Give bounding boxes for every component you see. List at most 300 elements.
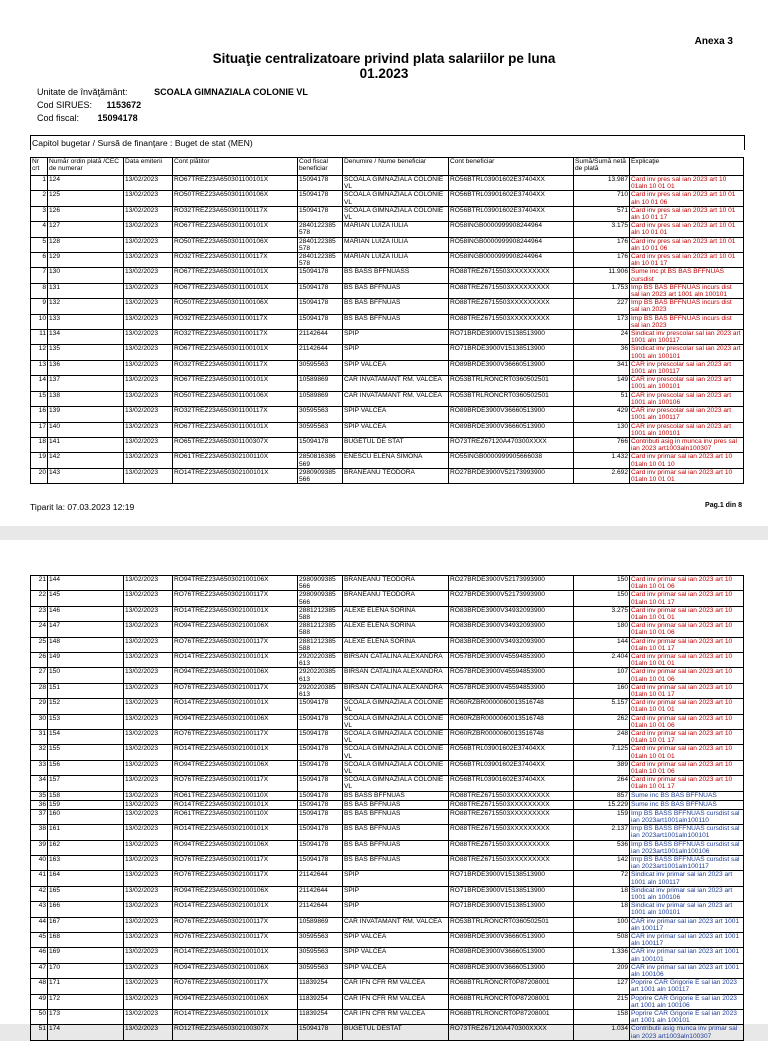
- issue-date: 13/02/2023: [124, 268, 173, 283]
- beneficiary-account: RO89BRDE3900V36660513900: [449, 932, 574, 947]
- issue-date: 13/02/2023: [124, 391, 173, 406]
- beneficiary-name: SPIP: [343, 871, 449, 886]
- beneficiary-account: RO89BRDE3900V36660513900: [449, 948, 574, 963]
- issue-date: 13/02/2023: [124, 699, 173, 714]
- order-number: 124: [48, 176, 124, 191]
- beneficiary-account: RO53BTRLRONCRT0360502501: [449, 917, 574, 932]
- payer-account: RO14TREZ23A650302100101X: [173, 1009, 298, 1024]
- beneficiary-account: RO88TREZ6715503XXXXXXXXX: [449, 268, 574, 283]
- table-row: [31, 453, 744, 468]
- beneficiary-fiscal-code: 30595563: [298, 963, 343, 978]
- beneficiary-name: SPIP VALCEA: [343, 932, 449, 947]
- explanation: CAR inv primar sal ian 2023 art 1001 aln 100106: [630, 963, 744, 978]
- table-row: [31, 576, 744, 591]
- beneficiary-account: RO55INGB0000999905666038: [449, 453, 574, 468]
- net-amount: 2.404: [574, 653, 630, 668]
- explanation: Card inv pres sal ian 2023 art 10 01 aln 10 01 17: [630, 206, 744, 221]
- beneficiary-fiscal-code: 2881212385 588: [298, 622, 343, 637]
- beneficiary-fiscal-code: 11839254: [298, 1009, 343, 1024]
- issue-date: 13/02/2023: [124, 345, 173, 360]
- table-row: [31, 622, 744, 637]
- explanation: CAR inv prescolar sal ian 2023 art 1001 aln 100117: [630, 407, 744, 422]
- table-row: [31, 979, 744, 994]
- order-number: 139: [48, 407, 124, 422]
- issue-date: 13/02/2023: [124, 360, 173, 375]
- row-nr: 49: [31, 994, 48, 1009]
- row-nr: 23: [31, 606, 48, 621]
- beneficiary-name: SPIP: [343, 886, 449, 901]
- issue-date: 13/02/2023: [124, 871, 173, 886]
- beneficiary-account: RO58INGB0000999908244964: [449, 222, 574, 237]
- col-header: Denumire / Nume beneficiar: [343, 158, 449, 176]
- net-amount: 100: [574, 917, 630, 932]
- beneficiary-name: BS BAS BFFNUAS: [343, 855, 449, 870]
- order-number: 154: [48, 730, 124, 745]
- table-row: [31, 1025, 744, 1040]
- beneficiary-name: BRANEANU TEODORA: [343, 591, 449, 606]
- row-nr: 25: [31, 637, 48, 652]
- table-row: [31, 840, 744, 855]
- explanation: CAR inv primar sal ian 2023 art 1001 aln 100117: [630, 932, 744, 947]
- payments-table-page-2: [30, 575, 744, 1041]
- net-amount: 389: [574, 760, 630, 775]
- table-row: [31, 237, 744, 252]
- net-amount: 150: [574, 591, 630, 606]
- net-amount: 24: [574, 330, 630, 345]
- net-amount: 5.157: [574, 699, 630, 714]
- order-number: 152: [48, 699, 124, 714]
- net-amount: 536: [574, 840, 630, 855]
- table-row: [31, 917, 744, 932]
- beneficiary-fiscal-code: 15094178: [298, 840, 343, 855]
- row-nr: 51: [31, 1025, 48, 1040]
- row-nr: 46: [31, 948, 48, 963]
- issue-date: 13/02/2023: [124, 653, 173, 668]
- table-row: [31, 932, 744, 947]
- beneficiary-account: RO89BRDE3900V36660513900: [449, 963, 574, 978]
- beneficiary-account: RO71BRDE3900V15138513900: [449, 871, 574, 886]
- beneficiary-name: BS BASS BFFNUAS: [343, 791, 449, 800]
- table-row: [31, 437, 744, 452]
- row-nr: 36: [31, 800, 48, 809]
- beneficiary-fiscal-code: 30595563: [298, 360, 343, 375]
- issue-date: 13/02/2023: [124, 622, 173, 637]
- beneficiary-account: RO58INGB0000999908244964: [449, 237, 574, 252]
- row-nr: 41: [31, 871, 48, 886]
- issue-date: 13/02/2023: [124, 606, 173, 621]
- beneficiary-name: BS BAS BFFNUAS: [343, 800, 449, 809]
- page-title: [0, 51, 768, 81]
- table-row: [31, 745, 744, 760]
- order-number: 157: [48, 776, 124, 791]
- explanation: Poprire CAR Grigorie E sal ian 2023 art 1001 aln 100117: [630, 979, 744, 994]
- net-amount: 160: [574, 683, 630, 698]
- row-nr: 33: [31, 760, 48, 775]
- net-amount: 2.692: [574, 468, 630, 483]
- row-nr: 1: [31, 176, 48, 191]
- beneficiary-name: CAR IFN CFR RM VALCEA: [343, 994, 449, 1009]
- beneficiary-fiscal-code: 15094178: [298, 283, 343, 298]
- issue-date: 13/02/2023: [124, 994, 173, 1009]
- row-nr: 28: [31, 683, 48, 698]
- payer-account: RO76TREZ23A650302100117X: [173, 591, 298, 606]
- beneficiary-name: SPIP: [343, 902, 449, 917]
- beneficiary-account: RO56BTRL03901602E37404XX: [449, 760, 574, 775]
- net-amount: 3.275: [574, 606, 630, 621]
- beneficiary-name: BS BAS BFFNUAS: [343, 314, 449, 329]
- order-number: 132: [48, 299, 124, 314]
- beneficiary-fiscal-code: 15094178: [298, 800, 343, 809]
- explanation: Sindicat inv prescolar sal ian 2023 art 1001 aln 100117: [630, 330, 744, 345]
- table-header-row: [31, 158, 744, 176]
- beneficiary-fiscal-code: 10589869: [298, 391, 343, 406]
- issue-date: 13/02/2023: [124, 407, 173, 422]
- table-row: [31, 391, 744, 406]
- table-row: [31, 653, 744, 668]
- row-nr: 8: [31, 283, 48, 298]
- issue-date: 13/02/2023: [124, 1025, 173, 1040]
- explanation: Card inv primar sal ian 2023 art 10 01aln 10 01 06: [630, 622, 744, 637]
- beneficiary-account: RO53BTRLRONCRT0360502501: [449, 376, 574, 391]
- beneficiary-account: RO56BTRL03901602E37404XX: [449, 776, 574, 791]
- beneficiary-fiscal-code: 11839254: [298, 994, 343, 1009]
- beneficiary-name: SCOALA GIMNAZIALA COLONIE VL: [343, 206, 449, 221]
- issue-date: 13/02/2023: [124, 791, 173, 800]
- table-row: [31, 902, 744, 917]
- payer-account: RO94TREZ23A650302100106X: [173, 622, 298, 637]
- beneficiary-fiscal-code: 30595563: [298, 948, 343, 963]
- order-number: 165: [48, 886, 124, 901]
- issue-date: 13/02/2023: [124, 299, 173, 314]
- beneficiary-name: BS BAS BFFNUAS: [343, 283, 449, 298]
- beneficiary-fiscal-code: 2881212385 588: [298, 637, 343, 652]
- row-nr: 44: [31, 917, 48, 932]
- payer-account: RO94TREZ23A650302100106X: [173, 994, 298, 1009]
- net-amount: 158: [574, 1009, 630, 1024]
- row-nr: 15: [31, 391, 48, 406]
- table-body-page-1: [31, 176, 744, 484]
- beneficiary-name: SCOALA GIMNAZIALA COLONIE VL: [343, 776, 449, 791]
- fiscal-label: Cod fiscal:: [37, 113, 80, 123]
- explanation: CAR inv prescolar sal ian 2023 art 1001 aln 100117: [630, 360, 744, 375]
- payer-account: RO76TREZ23A650302100117X: [173, 730, 298, 745]
- beneficiary-account: RO57BRDE3900V45594853900: [449, 683, 574, 698]
- order-number: 141: [48, 437, 124, 452]
- beneficiary-name: SCOALA GIMNAZIALA COLONIE VL: [343, 760, 449, 775]
- issue-date: 13/02/2023: [124, 591, 173, 606]
- beneficiary-fiscal-code: 15094178: [298, 206, 343, 221]
- table-row: [31, 176, 744, 191]
- explanation: Card inv primar sal ian 2023 art 10 01aln 10 01 01: [630, 745, 744, 760]
- explanation: Sindicat inv prescolar sal ian 2023 art 1001 aln 100101: [630, 345, 744, 360]
- order-number: 127: [48, 222, 124, 237]
- beneficiary-fiscal-code: 2840122385 578: [298, 253, 343, 268]
- row-nr: 17: [31, 422, 48, 437]
- payer-account: RO14TREZ23A650302100101X: [173, 699, 298, 714]
- beneficiary-fiscal-code: 15094178: [298, 714, 343, 729]
- row-nr: 10: [31, 314, 48, 329]
- beneficiary-fiscal-code: 30595563: [298, 932, 343, 947]
- explanation: Imp BS BASS BFFNUAS cursdist sal ian 2023art1001aln100106: [630, 840, 744, 855]
- row-nr: 39: [31, 840, 48, 855]
- row-nr: 16: [31, 407, 48, 422]
- payer-account: RO94TREZ23A650302100106X: [173, 668, 298, 683]
- table-row: [31, 760, 744, 775]
- issue-date: 13/02/2023: [124, 668, 173, 683]
- issue-date: 13/02/2023: [124, 683, 173, 698]
- net-amount: 248: [574, 730, 630, 745]
- order-number: 125: [48, 191, 124, 206]
- table-row: [31, 283, 744, 298]
- beneficiary-account: RO68BTRLRONCRT0P87208001: [449, 1009, 574, 1024]
- row-nr: 32: [31, 745, 48, 760]
- beneficiary-account: RO88TREZ6715503XXXXXXXXX: [449, 283, 574, 298]
- table-row: [31, 376, 744, 391]
- net-amount: 209: [574, 963, 630, 978]
- beneficiary-account: RO88TREZ6715503XXXXXXXXX: [449, 314, 574, 329]
- table-row: [31, 994, 744, 1009]
- payer-account: RO14TREZ23A650302100101X: [173, 468, 298, 483]
- row-nr: 9: [31, 299, 48, 314]
- table-row: [31, 191, 744, 206]
- row-nr: 5: [31, 237, 48, 252]
- col-header: Data emiterii: [124, 158, 173, 176]
- beneficiary-name: BUGETUL DE STAT: [343, 437, 449, 452]
- net-amount: 144: [574, 637, 630, 652]
- beneficiary-fiscal-code: 15094178: [298, 699, 343, 714]
- table-row: [31, 206, 744, 221]
- row-nr: 37: [31, 809, 48, 824]
- beneficiary-fiscal-code: 21142644: [298, 330, 343, 345]
- issue-date: 13/02/2023: [124, 437, 173, 452]
- net-amount: 857: [574, 791, 630, 800]
- col-header: Sumă/Sumă netă de plată: [574, 158, 630, 176]
- table-row: [31, 222, 744, 237]
- sirues-row: [37, 100, 141, 110]
- table-row: [31, 776, 744, 791]
- explanation: Imp BS BASS BFFNUAS cursdist sal ian 2023art1001aln100117: [630, 855, 744, 870]
- order-number: 164: [48, 871, 124, 886]
- beneficiary-fiscal-code: 2980909385 566: [298, 591, 343, 606]
- beneficiary-fiscal-code: 15094178: [298, 1025, 343, 1040]
- order-number: 135: [48, 345, 124, 360]
- explanation: CAR inv primar sal ian 2023 art 1001 aln 100117: [630, 917, 744, 932]
- issue-date: 13/02/2023: [124, 855, 173, 870]
- row-nr: 27: [31, 668, 48, 683]
- explanation: Imp BS BAS BFFNUAS incurs dist sal ian 2023 art 1001 aln 100101: [630, 283, 744, 298]
- table-row: [31, 948, 744, 963]
- net-amount: 1.336: [574, 948, 630, 963]
- table-row: [31, 809, 744, 824]
- net-amount: 227: [574, 299, 630, 314]
- payer-account: RO14TREZ23A650302100101X: [173, 745, 298, 760]
- beneficiary-name: ALEXE ELENA SORINA: [343, 606, 449, 621]
- issue-date: 13/02/2023: [124, 932, 173, 947]
- beneficiary-fiscal-code: 2920220385 613: [298, 683, 343, 698]
- table-row: [31, 825, 744, 840]
- payer-account: RO50TREZ23A650301100106X: [173, 391, 298, 406]
- row-nr: 11: [31, 330, 48, 345]
- beneficiary-name: SPIP VALCEA: [343, 963, 449, 978]
- payer-account: RO67TREZ23A650301100101X: [173, 222, 298, 237]
- beneficiary-fiscal-code: 11839254: [298, 979, 343, 994]
- beneficiary-name: ALEXE ELENA SORINA: [343, 637, 449, 652]
- beneficiary-account: RO83BRDE3900V34932093900: [449, 637, 574, 652]
- explanation: Card inv primar sal ian 2023 art 10 01aln 10 01 01: [630, 606, 744, 621]
- fiscal-row: [37, 113, 138, 123]
- beneficiary-account: RO83BRDE3900V34932093900: [449, 606, 574, 621]
- payer-account: RO94TREZ23A650302100106X: [173, 963, 298, 978]
- col-header: Explicaţie: [630, 158, 744, 176]
- explanation: CAR inv primar sal ian 2023 art 1001 aln 100101: [630, 948, 744, 963]
- row-nr: 26: [31, 653, 48, 668]
- beneficiary-name: CAR INVATAMANT RM. VALCEA: [343, 376, 449, 391]
- beneficiary-account: RO27BRDE3900V52173993900: [449, 468, 574, 483]
- beneficiary-name: SCOALA GIMNAZIALA COLONIE VL: [343, 191, 449, 206]
- beneficiary-name: MARIAN LUIZA IULIA: [343, 237, 449, 252]
- net-amount: 7.125: [574, 745, 630, 760]
- beneficiary-account: RO60RZBR0000060013516748: [449, 714, 574, 729]
- beneficiary-account: RO71BRDE3900V15138513900: [449, 902, 574, 917]
- beneficiary-account: RO71BRDE3900V15138513900: [449, 345, 574, 360]
- table-row: [31, 730, 744, 745]
- beneficiary-name: BS BAS BFFNUAS: [343, 299, 449, 314]
- payer-account: RO32TREZ23A650301100117X: [173, 253, 298, 268]
- net-amount: 176: [574, 253, 630, 268]
- issue-date: 13/02/2023: [124, 917, 173, 932]
- net-amount: 130: [574, 422, 630, 437]
- payer-account: RO67TREZ23A650301100101X: [173, 422, 298, 437]
- title-line-2: 01.2023: [359, 66, 409, 81]
- beneficiary-fiscal-code: 15094178: [298, 176, 343, 191]
- beneficiary-fiscal-code: 21142644: [298, 886, 343, 901]
- table-row: [31, 1009, 744, 1024]
- beneficiary-account: RO56BTRL03901602E37404XX: [449, 191, 574, 206]
- explanation: Card inv pres sal ian 2023 art 10 01 aln 10 01 06: [630, 237, 744, 252]
- explanation: CAR inv prescolar sal ian 2023 art 1001 aln 100106: [630, 391, 744, 406]
- issue-date: 13/02/2023: [124, 637, 173, 652]
- beneficiary-fiscal-code: 30595563: [298, 407, 343, 422]
- order-number: 156: [48, 760, 124, 775]
- explanation: Card inv primar sal ian 2023 art 10 01aln 10 01 06: [630, 760, 744, 775]
- order-number: 136: [48, 360, 124, 375]
- issue-date: 13/02/2023: [124, 206, 173, 221]
- order-number: 161: [48, 825, 124, 840]
- net-amount: 571: [574, 206, 630, 221]
- payer-account: RO14TREZ23A650302100101X: [173, 825, 298, 840]
- issue-date: 13/02/2023: [124, 330, 173, 345]
- order-number: 142: [48, 453, 124, 468]
- beneficiary-name: SPIP VALCEA: [343, 948, 449, 963]
- beneficiary-fiscal-code: 15094178: [298, 314, 343, 329]
- beneficiary-account: RO60RZBR0000060013516748: [449, 699, 574, 714]
- beneficiary-name: MARIAN LUIZA IULIA: [343, 222, 449, 237]
- issue-date: 13/02/2023: [124, 760, 173, 775]
- net-amount: 1.034: [574, 1025, 630, 1040]
- beneficiary-name: CAR INVATAMANT RM. VALCEA: [343, 917, 449, 932]
- payer-account: RO94TREZ23A650302100106X: [173, 714, 298, 729]
- beneficiary-account: RO60RZBR0000060013516748: [449, 730, 574, 745]
- payer-account: RO12TREZ23A650302100307X: [173, 1025, 298, 1040]
- beneficiary-account: RO73TREZ67120A470300XXXX: [449, 1025, 574, 1040]
- beneficiary-name: BIRSAN CATALINA ALEXANDRA: [343, 653, 449, 668]
- beneficiary-fiscal-code: 15094178: [298, 825, 343, 840]
- beneficiary-name: BUGETUL DESTAT: [343, 1025, 449, 1040]
- payer-account: RO32TREZ23A650301100117X: [173, 360, 298, 375]
- order-number: 148: [48, 637, 124, 652]
- table-row: [31, 637, 744, 652]
- order-number: 145: [48, 591, 124, 606]
- table-row: [31, 963, 744, 978]
- table-row: [31, 606, 744, 621]
- beneficiary-fiscal-code: 2920220385 613: [298, 653, 343, 668]
- explanation: Imp BS BASS BFFNUAS cursdist sal ian 2023art1001aln100110: [630, 809, 744, 824]
- payer-account: RO76TREZ23A650302100117X: [173, 776, 298, 791]
- sirues-value: 1153672: [106, 100, 142, 110]
- issue-date: 13/02/2023: [124, 714, 173, 729]
- issue-date: 13/02/2023: [124, 963, 173, 978]
- explanation: Card inv primar sal ian 2023 art 10 01aln 10 01 06: [630, 668, 744, 683]
- order-number: 174: [48, 1025, 124, 1040]
- order-number: 170: [48, 963, 124, 978]
- explanation: Card inv primar sal ian 2023 art 10 01aln 10 01 01: [630, 653, 744, 668]
- beneficiary-fiscal-code: 15094178: [298, 268, 343, 283]
- net-amount: 11.906: [574, 268, 630, 283]
- net-amount: 18: [574, 902, 630, 917]
- row-nr: 48: [31, 979, 48, 994]
- net-amount: 264: [574, 776, 630, 791]
- beneficiary-fiscal-code: 15094178: [298, 855, 343, 870]
- beneficiary-fiscal-code: 15094178: [298, 730, 343, 745]
- beneficiary-account: RO56BTRL03901602E37404XX: [449, 206, 574, 221]
- payer-account: RO32TREZ23A650301100117X: [173, 330, 298, 345]
- payer-account: RO67TREZ23A650301100101X: [173, 176, 298, 191]
- order-number: 158: [48, 791, 124, 800]
- table-row: [31, 714, 744, 729]
- payer-account: RO76TREZ23A650302100117X: [173, 871, 298, 886]
- explanation: CAR inv prescolar sal ian 2023 art 1001 aln 100101: [630, 376, 744, 391]
- issue-date: 13/02/2023: [124, 176, 173, 191]
- explanation: Card inv primar sal ian 2023 art 10 01aln 10 01 17: [630, 776, 744, 791]
- issue-date: 13/02/2023: [124, 745, 173, 760]
- net-amount: 262: [574, 714, 630, 729]
- payer-account: RO76TREZ23A650302100117X: [173, 979, 298, 994]
- explanation: Sume inc BS BAS BFFNUAS: [630, 791, 744, 800]
- net-amount: 72: [574, 871, 630, 886]
- payer-account: RO32TREZ23A650301100117X: [173, 206, 298, 221]
- issue-date: 13/02/2023: [124, 283, 173, 298]
- beneficiary-account: RO88TREZ6715503XXXXXXXXX: [449, 809, 574, 824]
- beneficiary-name: CAR IFN CFR RM VALCEA: [343, 979, 449, 994]
- payer-account: RO14TREZ23A650302100101X: [173, 948, 298, 963]
- beneficiary-fiscal-code: 15094178: [298, 299, 343, 314]
- order-number: 147: [48, 622, 124, 637]
- order-number: 149: [48, 653, 124, 668]
- beneficiary-fiscal-code: 15094178: [298, 791, 343, 800]
- payer-account: RO14TREZ23A650302100101X: [173, 902, 298, 917]
- title-line-1: Situaţie centralizatoare privind plata salariilor pe luna: [212, 51, 556, 66]
- net-amount: 3.175: [574, 222, 630, 237]
- page-number: Pag.1 din 8: [705, 502, 742, 509]
- payer-account: RO67TREZ23A650301100101X: [173, 345, 298, 360]
- payments-table-page-1: [30, 157, 744, 484]
- row-nr: 47: [31, 963, 48, 978]
- row-nr: 38: [31, 825, 48, 840]
- order-number: 129: [48, 253, 124, 268]
- beneficiary-fiscal-code: 21142644: [298, 902, 343, 917]
- payer-account: RO76TREZ23A650302100117X: [173, 855, 298, 870]
- beneficiary-account: RO58INGB0000999908244964: [449, 253, 574, 268]
